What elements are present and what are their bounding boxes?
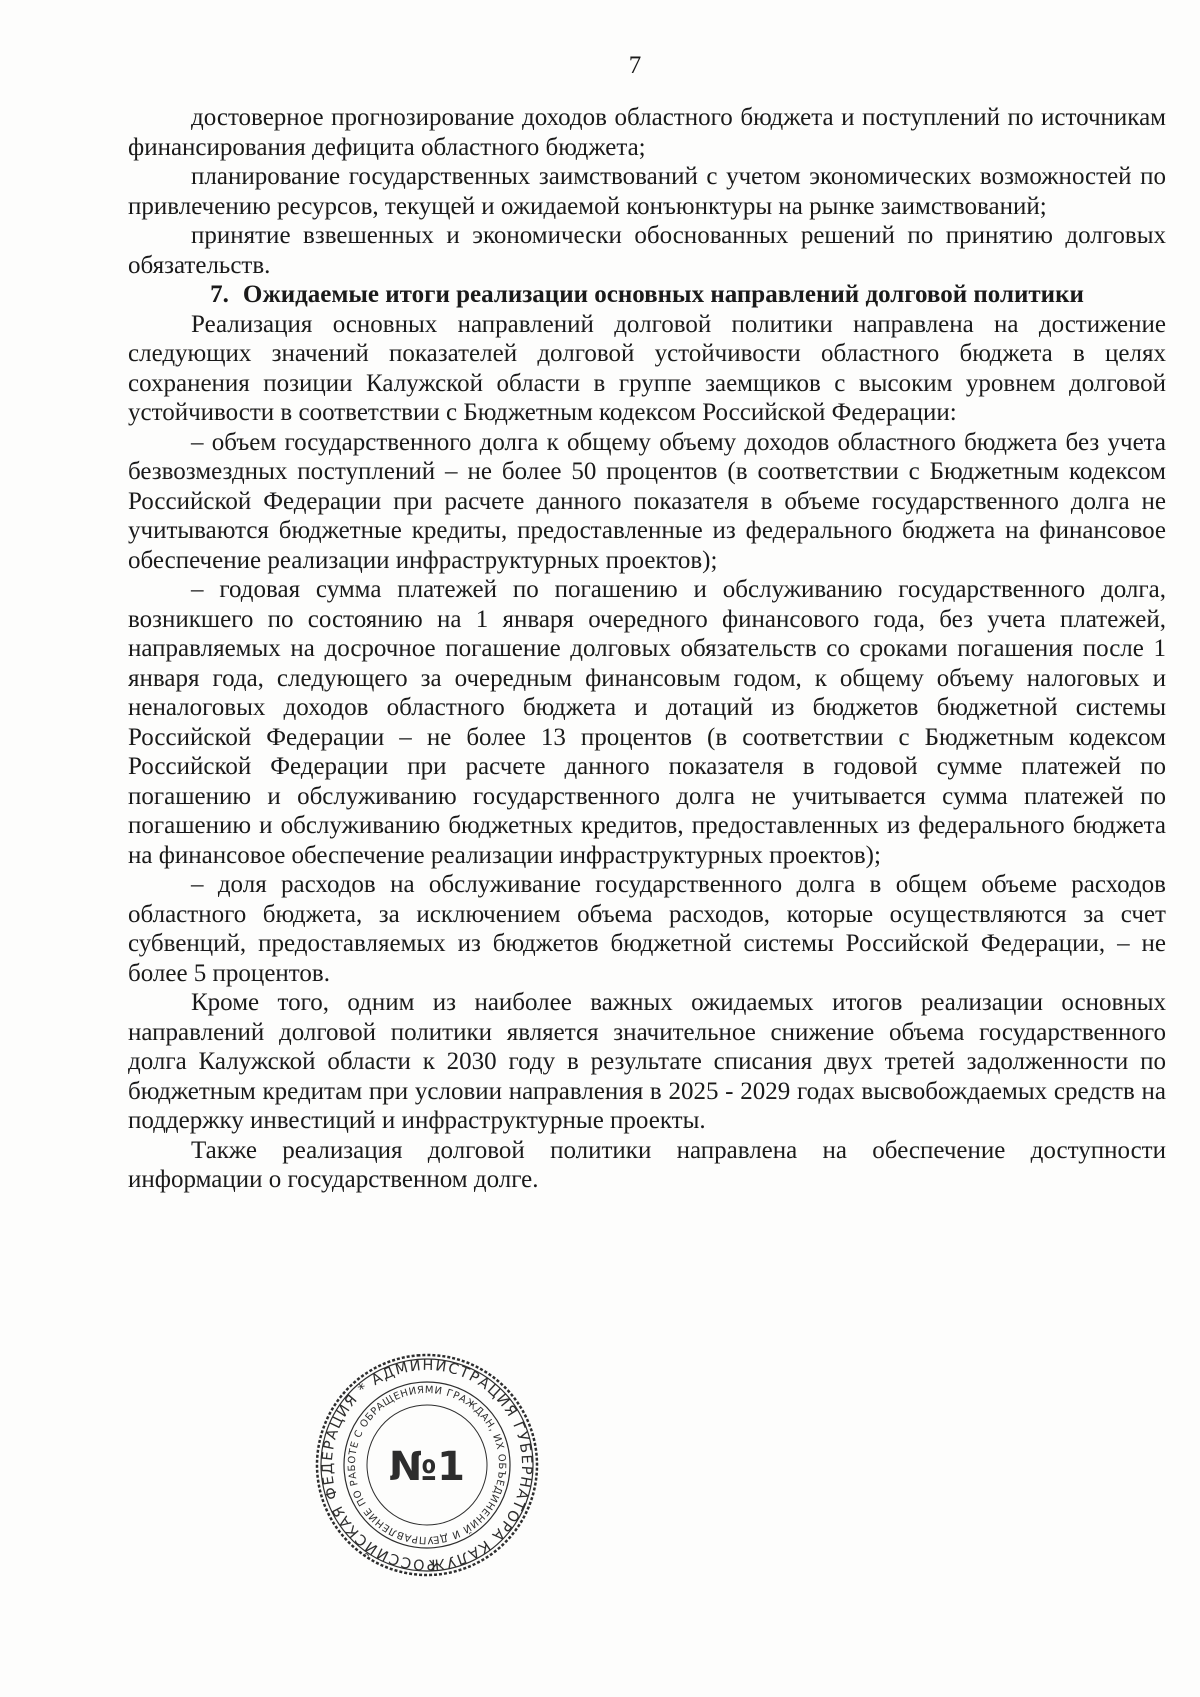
stamp-outer-text: РОССИЙСКАЯ ФЕДЕРАЦИЯ * АДМИНИСТРАЦИЯ ГУБЕРНАТОРА КАЛУЖСКОЙ bbox=[319, 1357, 535, 1573]
conclusion-paragraph: Кроме того, одним из наиболее важных ожидаемых итогов реализации основных направлений долговой политики является значительное снижение объема государственного долга Калужской области к 2030 году в результате списания двух третей задолженности по бюджетным кредитам при условии направления в 2025 - 2029 годах высвобождаемых средств на поддержку инвестиций и инфраструктурные проекты. bbox=[128, 989, 1166, 1134]
indicator-item: – объем государственного долга к общему объему доходов областного бюджета без учета безвозмездных поступлений – не более 50 процентов (в соответствии с Бюджетным кодексом Российской Федерации при расчете данного показателя в объеме государственного долга не учитываются бюджетные кредиты, предоставленные из федерального бюджета на финансовое обеспечение реализации инфраструктурных проектов); bbox=[128, 428, 1166, 574]
document-body bbox=[128, 103, 1166, 1195]
indicator-item: – годовая сумма платежей по погашению и обслуживанию государственного долга, возникшего по состоянию на 1 января очередного финансового года, без учета платежей, направляемых на досрочное погашение долговых обязательств со сроками погашения после 1 января года, следующего за очередным финансовым годом, к общему объему налоговых и неналоговых доходов областного бюджета и дотаций из бюджетов бюджетной системы Российской Федерации – не более 13 процентов (в соответствии с Бюджетным кодексом Российской Федерации при расчете данного показателя в годовой сумме платежей по погашению и обслуживанию государственного долга не учитывается сумма платежей по погашению и обслуживанию бюджетных кредитов, предоставленных из федерального бюджета на финансовое обеспечение реализации инфраструктурных проектов); bbox=[128, 576, 1166, 869]
section-number: 7. bbox=[210, 281, 229, 308]
page-number: 7 bbox=[628, 52, 642, 79]
section-title: Ожидаемые итоги реализации основных направлений долговой политики bbox=[242, 281, 1084, 308]
section-intro: Реализация основных направлений долговой политики направлена на достижение следующих значений показателей долговой устойчивости областного бюджета в целях сохранения позиции Калужской области в группе заемщиков с высоким уровнем долговой устойчивости в соответствии с Бюджетным кодексом Российской Федерации: bbox=[128, 310, 1166, 426]
stamp-seal bbox=[312, 1350, 542, 1580]
paragraph: принятие взвешенных и экономически обоснованных решений по принятию долговых обязательств. bbox=[128, 222, 1166, 279]
paragraph: достоверное прогнозирование доходов областного бюджета и поступлений по источникам финансирования дефицита областного бюджета; bbox=[128, 104, 1166, 161]
stamp-center-number: №1 bbox=[389, 1444, 465, 1490]
indicator-item: – доля расходов на обслуживание государственного долга в общем объеме расходов областного бюджета, за исключением объема расходов, которые осуществляются за счет субвенций, предоставляемых из бюджетов бюджетной системы Российской Федерации, – не более 5 процентов. bbox=[128, 871, 1166, 987]
stamp-inner-text: УПРАВЛЕНИЕ ПО РАБОТЕ С ОБРАЩЕНИЯМИ ГРАЖДАН, ИХ ОБЪЕДИНЕНИЙ И ДЕЛОПРОИЗВОДСТВА bbox=[346, 1384, 508, 1546]
official-stamp bbox=[312, 1350, 542, 1580]
paragraph: планирование государственных заимствований с учетом экономических возможностей по привлечению ресурсов, текущей и ожидаемой конъюнктуры на рынке заимствований; bbox=[128, 163, 1166, 220]
section-heading bbox=[128, 280, 1166, 310]
conclusion-paragraph: Также реализация долговой политики направлена на обеспечение доступности информации о государственном долге. bbox=[128, 1136, 1166, 1193]
